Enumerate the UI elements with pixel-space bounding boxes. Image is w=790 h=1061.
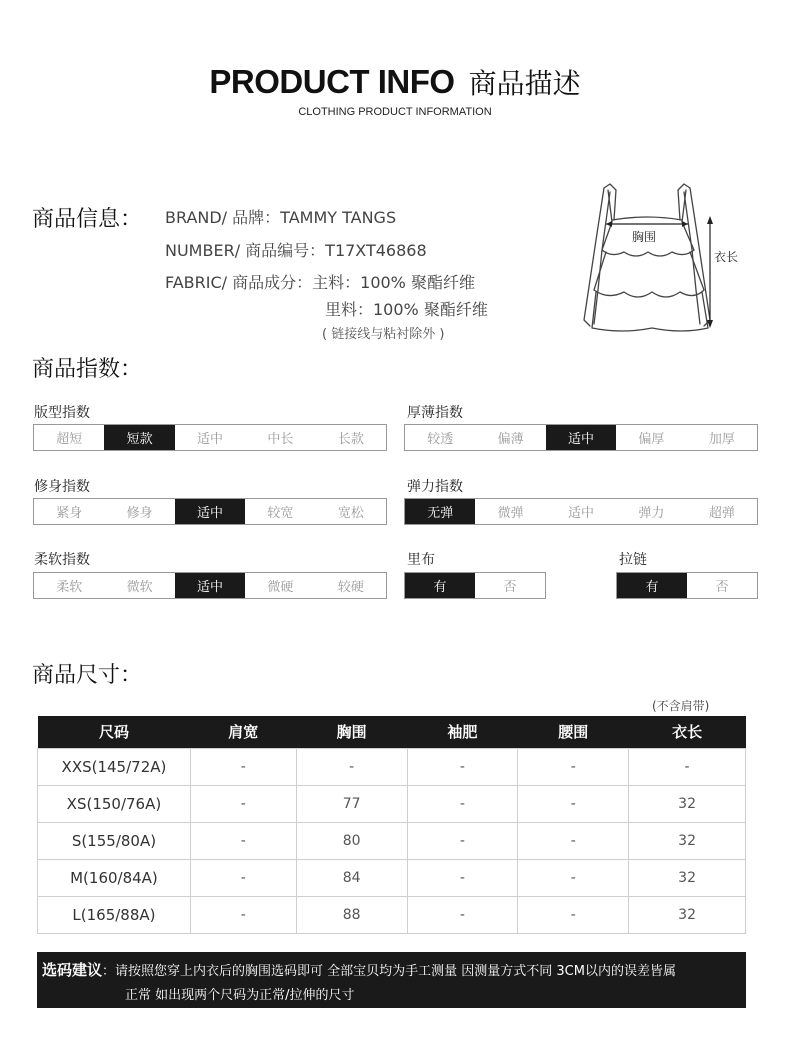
slim-index-label: 修身指数 [34, 479, 90, 495]
table-cell: - [190, 859, 296, 896]
index-option: 适中 [175, 573, 245, 598]
table-cell: - [190, 896, 296, 933]
sizes-heading: 商品尺寸： [32, 663, 143, 688]
lining-scale [404, 572, 546, 599]
table-cell: - [518, 822, 629, 859]
table-row [38, 896, 746, 933]
index-option: 偏厚 [638, 432, 665, 447]
col-sleeve: 袖肥 [407, 716, 518, 748]
size-table-header [38, 716, 746, 748]
size-cell: XXS(145/72A) [38, 748, 191, 785]
thickness-index-scale [404, 424, 758, 451]
index-option: 较硬 [337, 580, 364, 595]
softness-index-scale [33, 572, 387, 599]
size-cell: S(155/80A) [38, 822, 191, 859]
advice-text-1: ：请按照您穿上内衣后的胸围选码即可 全部宝贝均为手工测量 因测量方式不同 3CM以内的误差皆属 [102, 964, 676, 979]
table-cell: - [190, 785, 296, 822]
size-table [37, 716, 746, 934]
index-option: 紧身 [56, 506, 83, 521]
table-cell: - [407, 859, 518, 896]
page-subtitle: CLOTHING PRODUCT INFORMATION [298, 106, 492, 118]
index-option: 柔软 [56, 580, 83, 595]
index-option: 微软 [126, 580, 153, 595]
table-cell: - [190, 822, 296, 859]
advice-line-1 [42, 959, 676, 980]
table-cell: 88 [296, 896, 407, 933]
index-option: 短款 [104, 425, 174, 450]
brand-line: BRAND/ 品牌：TAMMY TANGS [165, 208, 397, 227]
index-option: 修身 [126, 506, 153, 521]
advice-line-2: 正常 如出现两个尺码为正常/拉伸的尺寸 [125, 988, 355, 1003]
index-option: 适中 [197, 432, 224, 447]
table-cell: - [407, 748, 518, 785]
softness-index-label: 柔软指数 [34, 552, 90, 568]
size-cell: L(165/88A) [38, 896, 191, 933]
index-option: 适中 [568, 506, 595, 521]
table-cell: - [407, 896, 518, 933]
table-cell: 80 [296, 822, 407, 859]
table-cell: - [518, 748, 629, 785]
info-heading: 商品信息： [32, 207, 143, 232]
chest-label: 胸围 [632, 230, 657, 244]
index-option: 否 [715, 580, 729, 595]
garment-diagram [572, 180, 752, 335]
length-label: 衣长 [714, 250, 739, 264]
table-cell: 32 [629, 822, 746, 859]
table-cell: - [518, 785, 629, 822]
col-shoulder: 肩宽 [190, 716, 296, 748]
table-cell: 77 [296, 785, 407, 822]
zipper-scale [616, 572, 758, 599]
stretch-index-label: 弹力指数 [407, 479, 463, 495]
table-cell: - [407, 785, 518, 822]
index-option: 超弹 [708, 506, 735, 521]
table-cell: 84 [296, 859, 407, 896]
table-row [38, 859, 746, 896]
index-option: 适中 [546, 425, 616, 450]
index-option: 偏薄 [497, 432, 524, 447]
indices-heading: 商品指数： [32, 357, 143, 382]
table-cell: 32 [629, 785, 746, 822]
title-english: PRODUCT INFO [209, 63, 455, 100]
title-chinese: 商品描述 [468, 67, 581, 100]
col-chest: 胸围 [296, 716, 407, 748]
col-waist: 腰围 [518, 716, 629, 748]
index-option: 加厚 [708, 432, 735, 447]
slim-index-scale [33, 498, 387, 525]
size-advice-box [37, 952, 746, 1008]
index-option: 较透 [427, 432, 454, 447]
size-cell: M(160/84A) [38, 859, 191, 896]
stretch-index-scale [404, 498, 758, 525]
fabric-line: FABRIC/ 商品成分：主料：100% 聚酯纤维 [165, 273, 475, 292]
table-cell: 32 [629, 859, 746, 896]
index-option: 弹力 [638, 506, 665, 521]
index-option: 微硬 [267, 580, 294, 595]
page-title [0, 62, 790, 102]
size-cell: XS(150/76A) [38, 785, 191, 822]
index-option: 超短 [56, 432, 83, 447]
table-cell: - [518, 896, 629, 933]
table-cell: 32 [629, 896, 746, 933]
table-cell: - [296, 748, 407, 785]
col-size: 尺码 [38, 716, 191, 748]
index-option: 中长 [267, 432, 294, 447]
zipper-label: 拉链 [619, 552, 647, 568]
index-option: 较宽 [267, 506, 294, 521]
fit-index-scale [33, 424, 387, 451]
lining-label: 里布 [407, 552, 435, 568]
size-note: (不含肩带) [652, 699, 710, 713]
table-row [38, 748, 746, 785]
advice-key: 选码建议 [42, 961, 103, 979]
lining-line: 里料：100% 聚酯纤维 [325, 300, 488, 319]
index-option: 宽松 [337, 506, 364, 521]
index-option: 无弹 [405, 499, 475, 524]
index-option: 微弹 [497, 506, 524, 521]
table-cell: - [518, 859, 629, 896]
thickness-index-label: 厚薄指数 [407, 405, 463, 421]
index-option: 适中 [175, 499, 245, 524]
index-option: 有 [405, 573, 475, 598]
col-length: 衣长 [629, 716, 746, 748]
fit-index-label: 版型指数 [34, 405, 90, 421]
index-option: 有 [617, 573, 687, 598]
table-cell: - [190, 748, 296, 785]
table-row [38, 822, 746, 859]
number-line: NUMBER/ 商品编号：T17XT46868 [165, 241, 427, 260]
table-row [38, 785, 746, 822]
index-option: 否 [503, 580, 517, 595]
fabric-note: ( 链接线与粘衬除外 ) [322, 327, 445, 342]
table-cell: - [629, 748, 746, 785]
index-option: 长款 [337, 432, 364, 447]
table-cell: - [407, 822, 518, 859]
